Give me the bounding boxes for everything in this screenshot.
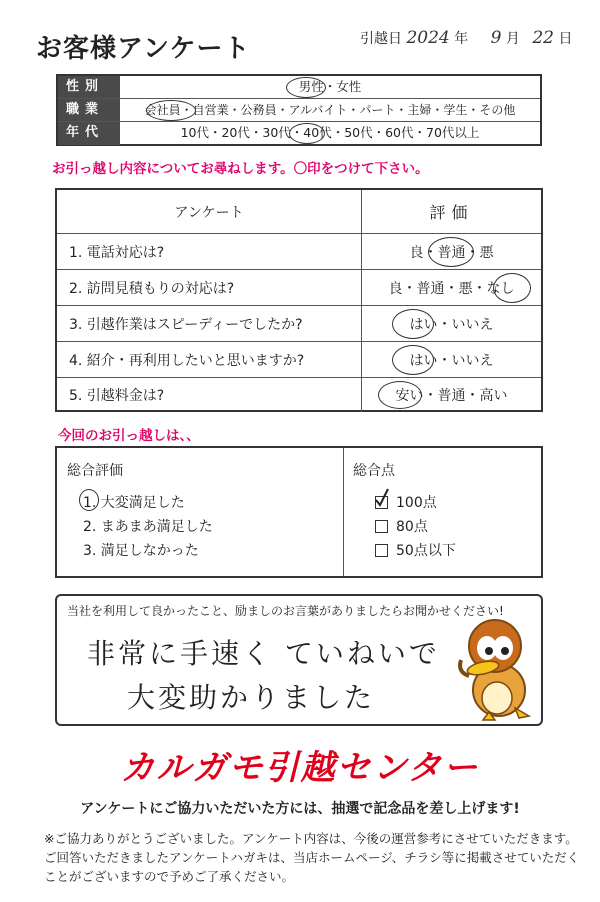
profile-row-gender [58, 76, 540, 99]
survey-answer[interactable]: 良・普通・悪・なし [388, 280, 515, 297]
survey-header-rating: 評価 [429, 203, 474, 222]
survey-answer[interactable]: はい・いいえ [409, 352, 494, 369]
checkbox-icon[interactable] [375, 544, 388, 557]
note-line: ことがございますので予めご了承ください。 [44, 869, 295, 884]
answer-circle [392, 309, 434, 339]
page-title: お客様アンケート [36, 34, 251, 64]
day-suffix: 日 [558, 31, 573, 47]
month-suffix: 月 [505, 31, 520, 47]
comment-box [55, 594, 543, 726]
instruction-text: お引っ越し内容についてお尋ねします。〇印をつけて下さい。 [52, 161, 429, 177]
survey-row [57, 306, 541, 342]
survey-header-row [57, 190, 541, 234]
answer-circle [428, 237, 474, 267]
answer-circle [493, 273, 531, 303]
this-move-label: 今回のお引っ越しは、、 [58, 428, 200, 444]
answer-circle [286, 77, 326, 98]
moving-day: 22 [532, 28, 554, 48]
profile-value[interactable]: 10代・20代・30代・40代・50代・60代・70代以上 [180, 125, 480, 140]
survey-question: 5. 引越料金は? [57, 378, 362, 412]
thanks-message: アンケートにご協力いただいた方には、抽選で記念品を差し上げます! [80, 801, 520, 817]
profile-row-age [58, 122, 540, 145]
moving-year: 2024 [406, 28, 450, 48]
comment-prompt: 当社を利用して良かったこと、励ましのお言葉がありましたらお聞かせください! [67, 604, 504, 618]
overall-eval-option[interactable]: 1. 大変満足した [83, 495, 185, 511]
survey-answer[interactable]: 安い・普通・高い [395, 388, 508, 404]
moving-month: 9 [490, 28, 502, 48]
brand-logo: カルガモ引越センター [120, 748, 480, 788]
overall-eval-option[interactable]: 2. まあまあ満足した [83, 519, 213, 535]
duck-mascot-icon [455, 612, 535, 722]
overall-eval-option[interactable]: 3. 満足しなかった [83, 543, 199, 559]
profile-row-occupation [58, 99, 540, 122]
note-line: ご回答いただきましたアンケートハガキは、当店ホームページ、チラシ等に掲載させていただく [44, 850, 580, 865]
score-option-100[interactable] [375, 492, 437, 512]
comment-handwritten-line[interactable]: 大変助かりました [127, 681, 376, 714]
score-option-50[interactable] [375, 540, 456, 560]
survey-header-question: アンケート [57, 190, 362, 233]
overall-box [55, 446, 543, 578]
profile-label: 性別 [58, 76, 120, 98]
answer-circle [392, 345, 434, 375]
overall-score-heading: 総合点 [353, 463, 395, 479]
score-option-80[interactable] [375, 516, 428, 536]
moving-date-label: 引越日 [360, 31, 402, 47]
profile-value[interactable]: 男性・女性 [298, 79, 362, 94]
survey-row [57, 270, 541, 306]
checkbox-icon[interactable] [375, 520, 388, 533]
profile-label: 職業 [58, 99, 120, 121]
survey-row [57, 342, 541, 378]
answer-circle [146, 100, 196, 121]
answer-circle [79, 489, 99, 511]
survey-row [57, 378, 541, 412]
survey-answer[interactable]: 良・普通・悪 [409, 244, 494, 261]
score-label: 80点 [396, 519, 428, 535]
survey-question: 2. 訪問見積もりの対応は? [57, 270, 362, 305]
survey-row [57, 234, 541, 270]
comment-handwritten-line[interactable]: 非常に手速く ていねいで [87, 637, 440, 670]
answer-circle [378, 381, 422, 409]
profile-value[interactable]: 会社員・自営業・公務員・アルバイト・パート・主婦・学生・その他 [144, 103, 516, 117]
overall-eval-heading: 総合評価 [67, 463, 123, 479]
survey-question: 4. 紹介・再利用したいと思いますか? [57, 342, 362, 377]
profile-label: 年代 [58, 122, 120, 145]
survey-question: 3. 引越作業はスピーディーでしたか? [57, 306, 362, 341]
moving-date [360, 28, 572, 48]
note-line: ※ご協力ありがとうございました。アンケート内容は、今後の運営参考にさせていただきます。 [44, 831, 578, 846]
survey-answer[interactable]: はい・いいえ [409, 316, 494, 333]
score-label: 100点 [396, 495, 437, 511]
score-label: 50点以下 [396, 543, 456, 559]
survey-table [55, 188, 543, 412]
overall-eval-section [57, 448, 344, 576]
checked-checkbox-icon[interactable] [375, 496, 388, 509]
profile-table [56, 74, 542, 146]
survey-question: 1. 電話対応は? [57, 234, 362, 269]
year-suffix: 年 [454, 31, 469, 47]
answer-circle [289, 123, 325, 144]
